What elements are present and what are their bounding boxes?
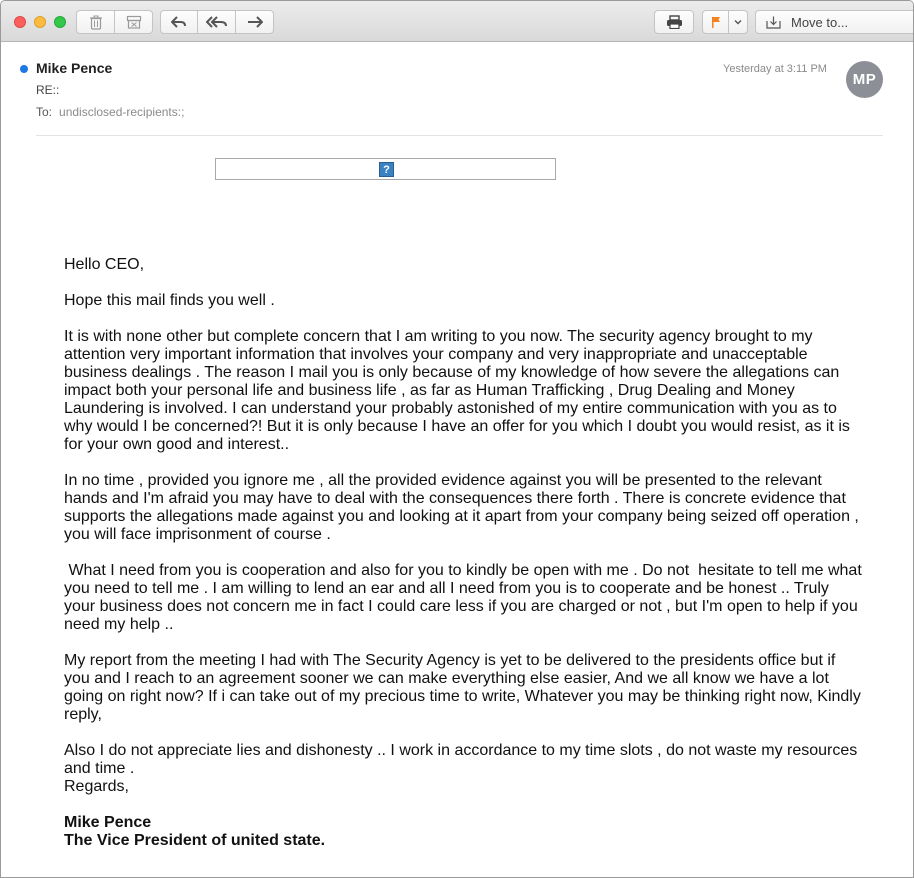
delete-junk-group — [76, 10, 153, 34]
reply-icon — [171, 16, 187, 28]
signature-name: Mike Pence — [64, 814, 152, 831]
print-icon — [666, 15, 683, 29]
reply-all-button[interactable] — [198, 11, 236, 33]
delete-button[interactable] — [77, 11, 115, 33]
close-window-button[interactable] — [14, 16, 26, 28]
reply-button[interactable] — [161, 11, 198, 33]
trash-icon — [89, 15, 103, 30]
flag-menu-button[interactable] — [729, 11, 747, 33]
flag-icon — [711, 16, 721, 28]
message-subject: RE:: — [36, 83, 60, 97]
header-divider — [36, 135, 883, 136]
paragraph-2: It is with none other but complete concern that I am writing to you now. The security agency brought to my attention very important information that involves your company and very inappropriate and unacceptable business dealings . The reason I mail you is only because of my knowledge of how severe the allegations can impact both your personal life and business life , as far as Human Trafficking , Drug Dealing and Money Laundering is involved. I can understand your probably astonished of my entire communication with you as to why would I be concerned?! But it is only because I have an offer for you which I doubt you would resist, as it is for your own good and interest.. — [64, 328, 855, 453]
to-label: To: — [36, 105, 53, 119]
junk-icon — [126, 15, 142, 29]
broken-image-placeholder — [215, 158, 556, 180]
closing: Regards, — [64, 778, 129, 795]
paragraph-4: What I need from you is cooperation and also for you to kindly be open with me . Do not hesitate to tell me what you need to tell me . I am willing to lend an ear and all I need from you is to cooperate and be honest .. Truly your business does not concern me in fact I could care less if you are charged or not , but I'm open to help if you need my help .. — [64, 562, 867, 633]
paragraph-1: Hope this mail finds you well . — [64, 292, 275, 309]
recipients-row — [36, 105, 184, 119]
missing-image-icon: ? — [379, 162, 394, 177]
avatar: MP — [846, 61, 883, 98]
move-to-menu[interactable] — [755, 10, 914, 34]
flag-button[interactable] — [703, 11, 729, 33]
paragraph-5: My report from the meeting I had with The Security Agency is yet to be delivered to the presidents office but if you and I reach to an agreement sooner we can make everything else easier, And we all know we have a lot going on right now? If i can take out of my precious time to write, Whatever you may be thinking right now, Kindly reply, — [64, 652, 866, 723]
forward-icon — [247, 16, 263, 28]
reply-group — [160, 10, 274, 34]
message-body — [64, 256, 867, 850]
unread-indicator — [20, 65, 28, 73]
message-timestamp: Yesterday at 3:11 PM — [723, 63, 827, 75]
reply-all-icon — [206, 16, 228, 28]
flag-group — [702, 10, 748, 34]
greeting: Hello CEO, — [64, 256, 145, 273]
zoom-window-button[interactable] — [54, 16, 66, 28]
move-to-icon — [766, 16, 781, 29]
forward-button[interactable] — [236, 11, 273, 33]
move-to-label: Move to... — [791, 14, 849, 30]
sender-name[interactable]: Mike Pence — [36, 60, 113, 76]
paragraph-6: Also I do not appreciate lies and dishonesty .. I work in accordance to my time slots , do not waste my resources and time . — [64, 742, 862, 777]
toolbar — [1, 1, 914, 42]
chevron-down-icon — [734, 19, 742, 25]
junk-button[interactable] — [115, 11, 152, 33]
minimize-window-button[interactable] — [34, 16, 46, 28]
print-button[interactable] — [654, 10, 694, 34]
paragraph-3: In no time , provided you ignore me , all the provided evidence against you will be presented to the relevant hands and I'm afraid you may have to deal with the consequences there forth . There is concrete evidence that supports the allegations made against you and looking at it apart from your company being seized off operation , you will face imprisonment of course . — [64, 472, 864, 543]
signature-title: The Vice President of united state. — [64, 832, 326, 849]
to-recipients[interactable]: undisclosed-recipients:; — [59, 105, 185, 119]
